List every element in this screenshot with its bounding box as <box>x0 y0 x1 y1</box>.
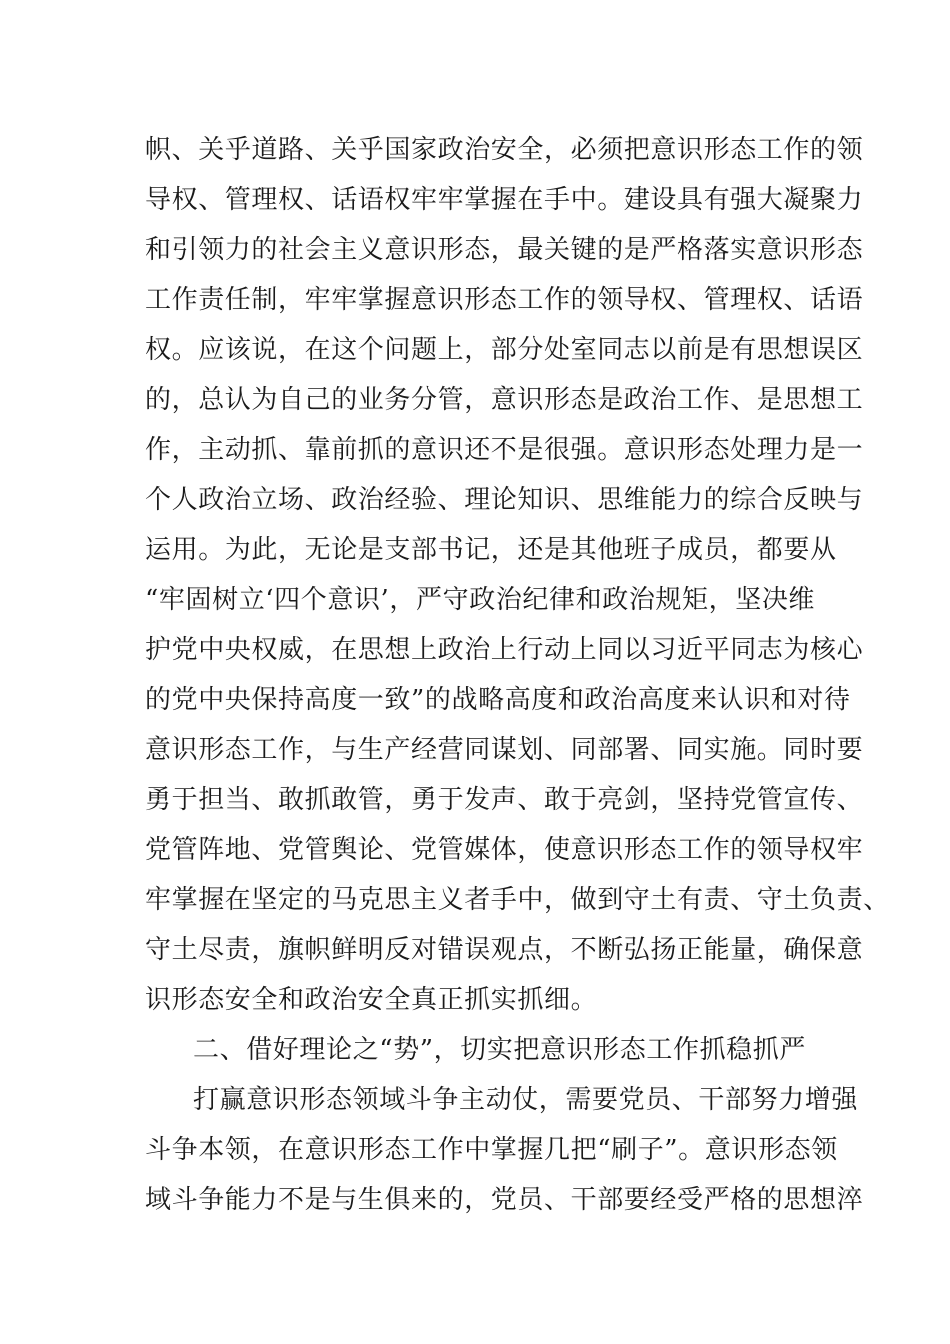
paragraph-line: 斗争本领，在意识形态工作中掌握几把“刷子”。意识形态领 <box>145 1135 838 1165</box>
paragraph-line: 工作责任制，牢牢掌握意识形态工作的领导权、管理权、话语 <box>145 285 864 315</box>
paragraph-line: 和引领力的社会主义意识形态，最关键的是严格落实意识形态 <box>145 235 864 265</box>
paragraph-line: 个人政治立场、政治经验、理论知识、思维能力的综合反映与 <box>145 485 864 515</box>
paragraph-line: 域斗争能力不是与生俱来的，党员、干部要经受严格的思想淬 <box>145 1185 864 1215</box>
paragraph-line: 的党中央保持高度一致”的战略高度和政治高度来认识和对待 <box>145 685 851 715</box>
paragraph-line: 权。应该说，在这个问题上，部分处室同志以前是有思想误区 <box>145 335 864 365</box>
paragraph-line: 意识形态工作，与生产经营同谋划、同部署、同实施。同时要 <box>145 735 864 765</box>
paragraph-line: 守土尽责，旗帜鲜明反对错误观点，不断弘扬正能量，确保意 <box>145 935 864 965</box>
paragraph-line: 的，总认为自己的业务分管，意识形态是政治工作、是思想工 <box>145 385 864 415</box>
paragraph-line: 勇于担当、敢抓敢管，勇于发声、敢于亮剑，坚持党管宣传、 <box>145 785 864 815</box>
paragraph-line: 导权、管理权、话语权牢牢掌握在手中。建设具有强大凝聚力 <box>145 185 864 215</box>
paragraph-line: 护党中央权威，在思想上政治上行动上同以习近平同志为核心 <box>145 635 864 665</box>
section-heading: 二、借好理论之“势”，切实把意识形态工作抓稳抓严 <box>193 1035 806 1065</box>
paragraph-line: 帜、关乎道路、关乎国家政治安全，必须把意识形态工作的领 <box>145 135 864 165</box>
paragraph-line: 打赢意识形态领域斗争主动仗，需要党员、干部努力增强 <box>193 1085 859 1115</box>
paragraph-line: 作，主动抓、靠前抓的意识还不是很强。意识形态处理力是一 <box>145 435 864 465</box>
paragraph-line: 牢掌握在坚定的马克思主义者手中，做到守土有责、守土负责、 <box>145 885 890 915</box>
paragraph-line: 识形态安全和政治安全真正抓实抓细。 <box>145 985 598 1015</box>
paragraph-line: “牢固树立‘四个意识’，严守政治纪律和政治规矩，坚决维 <box>145 585 816 615</box>
paragraph-line: 运用。为此，无论是支部书记，还是其他班子成员，都要从 <box>145 535 837 565</box>
paragraph-line: 党管阵地、党管舆论、党管媒体，使意识形态工作的领导权牢 <box>145 835 864 865</box>
